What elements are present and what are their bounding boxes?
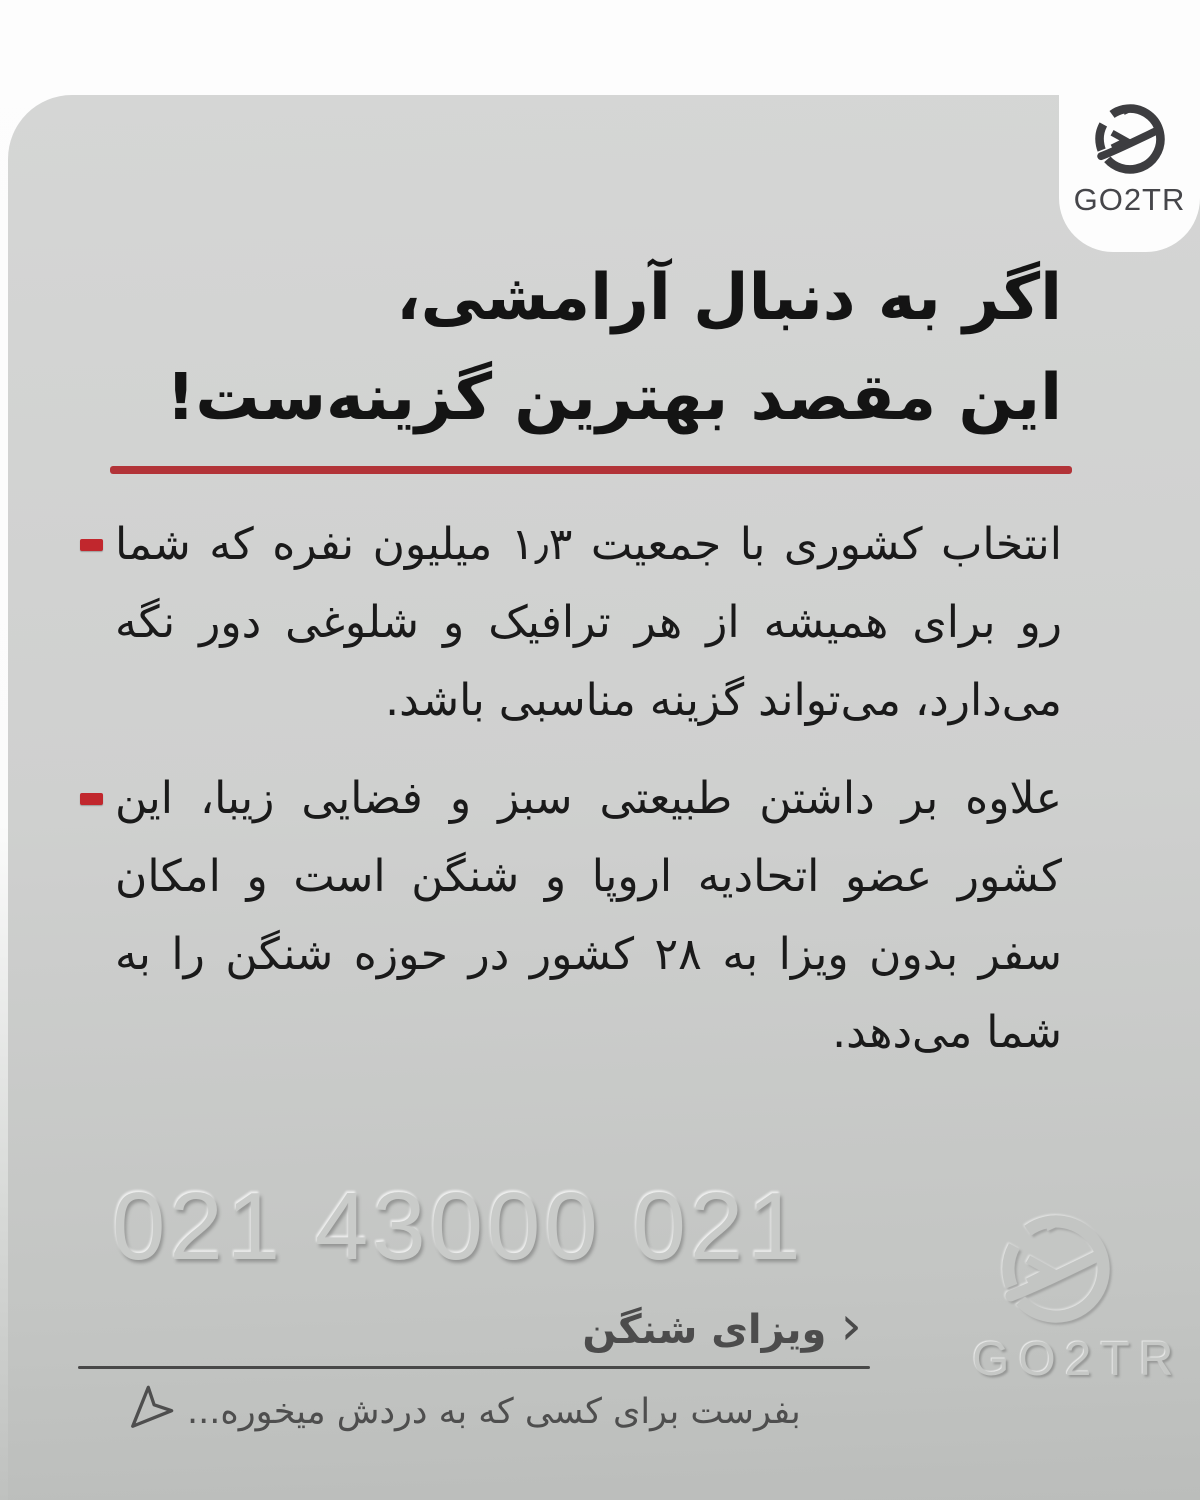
watermark-logo-icon	[995, 1208, 1117, 1330]
paper-plane-icon	[116, 1381, 178, 1443]
headline-underline	[110, 466, 1072, 474]
schengen-visa-label: ویزای شنگن	[582, 1307, 827, 1353]
bullet-dash-icon	[80, 793, 103, 805]
headline-line-1: اگر به دنبال آرامشی،	[396, 261, 1062, 335]
page-title	[90, 248, 1062, 448]
chevron-right-icon: ›	[840, 1294, 862, 1357]
go2tr-logo-icon	[1091, 100, 1169, 178]
bullet-list	[115, 506, 1062, 1092]
phone-watermark: 021 43000 021	[112, 1173, 805, 1280]
logo-wordmark-top: GO2TR	[1073, 182, 1186, 217]
bullet-dash-icon	[80, 539, 103, 551]
share-caption-text: بفرست برای کسی که به دردش میخوره...	[187, 1392, 801, 1432]
watermark-wordmark: GO2TR	[972, 1333, 1183, 1386]
bullet-item	[115, 760, 1062, 1072]
footer-divider	[78, 1366, 870, 1369]
bullet-text: انتخاب کشوری با جمعیت ۱٫۳ میلیون نفره که شما رو برای همیشه از هر ترافیک و شلوغی دور نگه می‌دارد، می‌تواند گزینه مناسبی باشد.	[115, 519, 1062, 726]
bullet-text: علاوه بر داشتن طبیعتی سبز و فضایی زیبا، این کشور عضو اتحادیه اروپا و شنگن است و امکان سفر بدون ویزا به ۲۸ کشور در حوزه شنگن را به شما می‌دهد.	[115, 773, 1062, 1058]
share-caption	[125, 1390, 801, 1434]
schengen-visa-link[interactable]	[582, 1294, 862, 1360]
headline-line-2: این مقصد بهترین گزینه‌ست!	[166, 361, 1062, 435]
bullet-item	[115, 506, 1062, 740]
logo-bubble	[1059, 0, 1200, 252]
